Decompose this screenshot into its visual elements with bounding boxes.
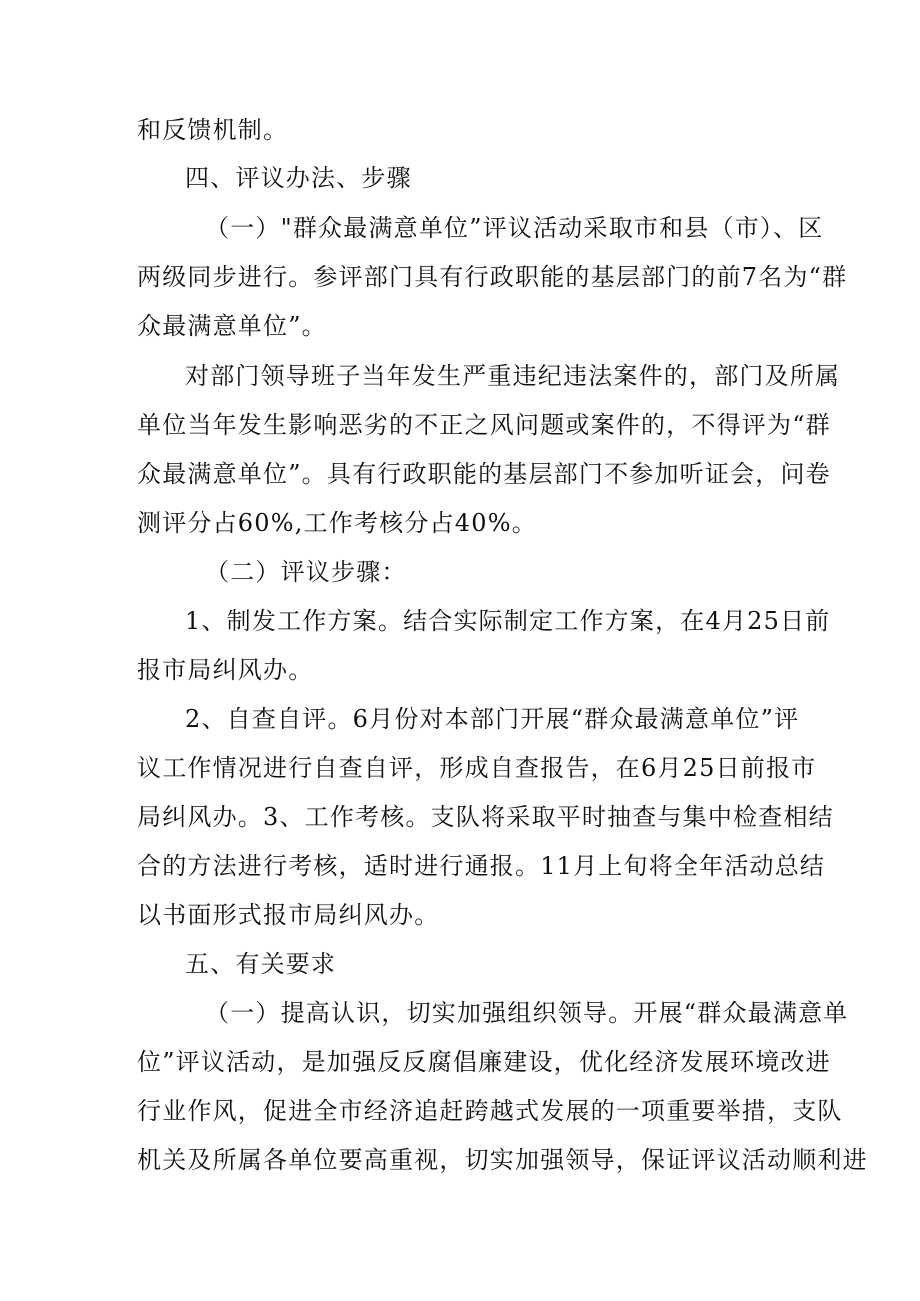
subsection-heading: （二）评议步骤：	[205, 558, 407, 586]
text-line: 2、自查自评。6月份对本部门开展“群众最满意单位”评	[185, 705, 800, 733]
text-line: 局纠风办。3、工作考核。支队将采取平时抽查与集中检查相结	[137, 803, 834, 831]
text-line: 和反馈机制。	[137, 116, 289, 144]
section-heading: 四、评议办法、步骤	[185, 164, 412, 192]
text-line: 行业作风，促进全市经济追赶跨越式发展的一项重要举措，支队	[137, 1097, 843, 1125]
section-heading: 五、有关要求	[185, 950, 337, 978]
text-line: 报市局纠风办。	[137, 656, 314, 684]
text-line: 众最满意单位”。	[137, 312, 327, 340]
text-line: 合的方法进行考核，适时进行通报。11月上旬将全年活动总结	[137, 852, 826, 880]
text-line: 单位当年发生影响恶劣的不正之风问题或案件的，不得评为“群	[137, 411, 831, 439]
text-line: 两级同步进行。参评部门具有行政职能的基层部门的前7名为“群	[137, 263, 848, 291]
text-line: 位”评议活动，是加强反反腐倡廉建设，优化经济发展环境改进	[137, 1048, 831, 1076]
text-line: 1、制发工作方案。结合实际制定工作方案，在4月25日前	[185, 607, 831, 635]
text-line: 机关及所属各单位要高重视，切实加强领导，保证评议活动顺利进	[137, 1146, 868, 1174]
text-line: 测评分占60%,工作考核分占40%。	[137, 509, 537, 537]
text-line: （一）提高认识，切实加强组织领导。开展“群众最满意单	[205, 999, 849, 1027]
text-line: 众最满意单位”。具有行政职能的基层部门不参加听证会，问卷	[137, 460, 831, 488]
text-line: （一）"群众最满意单位”评议活动采取市和县（市）、区	[205, 214, 824, 242]
text-line: 以书面形式报市局纠风办。	[137, 901, 440, 929]
text-line: 对部门领导班子当年发生严重违纪违法案件的，部门及所属	[185, 362, 841, 390]
text-line: 议工作情况进行自查自评，形成自查报告，在6月25日前报市	[137, 754, 817, 782]
